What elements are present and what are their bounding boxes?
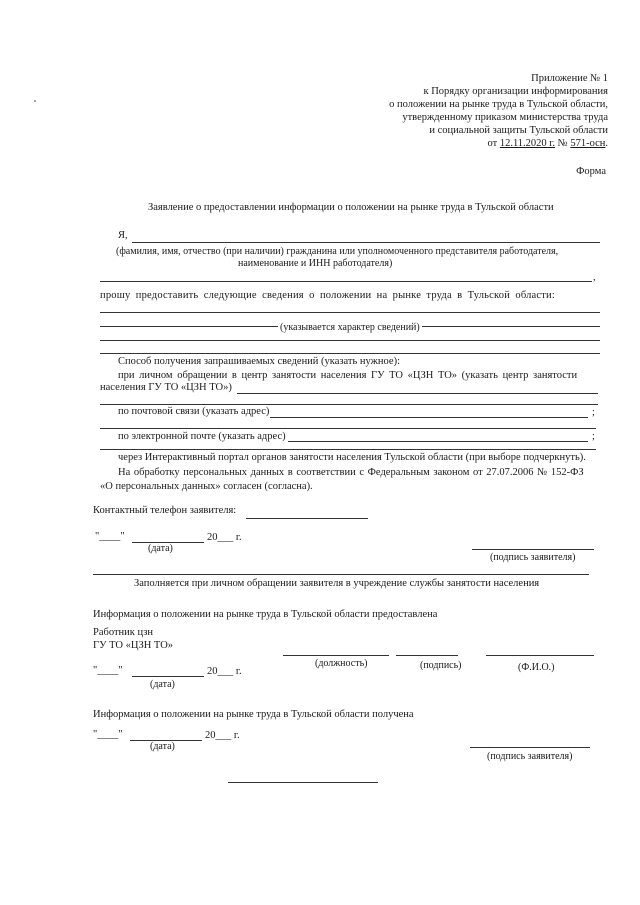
header-line-1: к Порядку организации информирования	[423, 86, 608, 97]
request-hint: (указывается характер сведений)	[280, 322, 420, 333]
header-line-3: утвержденному приказом министерства труда	[402, 112, 608, 123]
method-heading: Способ получения запрашиваемых сведений (указать нужное):	[118, 356, 400, 367]
worker-label-2: ГУ ТО «ЦЗН ТО»	[93, 640, 174, 651]
worker-label-1: Работник цзн	[93, 627, 154, 638]
email-address-line-2[interactable]	[100, 449, 596, 450]
method-personal-2: населения ГУ ТО «ЦЗН ТО»)	[100, 382, 232, 393]
order-date: 12.11.2020 г.	[499, 138, 556, 149]
applicant-signature-hint: (подпись заявителя)	[490, 552, 576, 563]
applicant-hint-1: (фамилия, имя, отчество (при наличии) гражданина или уполномоченного представителя работодателя,	[116, 246, 559, 257]
service-date-year: 20___ г.	[207, 666, 242, 677]
worker-name-line[interactable]	[486, 655, 594, 656]
applicant-line-2[interactable]	[100, 281, 592, 282]
email-semicolon: ;	[592, 431, 595, 442]
document-title: Заявление о предоставлении информации о положении на рынке труда в Тульской области	[148, 202, 554, 213]
worker-signature-line[interactable]	[396, 655, 458, 656]
request-line-1[interactable]	[100, 312, 600, 313]
received-signature-line[interactable]	[470, 747, 590, 748]
service-date-hint: (дата)	[150, 679, 175, 690]
request-text: прошу предоставить следующие сведения о положении на рынке труда в Тульской области:	[100, 290, 555, 301]
received-date-year: 20___ г.	[205, 730, 240, 741]
worker-name-hint: (Ф.И.О.)	[518, 662, 555, 673]
header-line-2: о положении на рынке труда в Тульской области,	[389, 99, 608, 110]
consent-line-2: «О персональных данных» согласен (согласна).	[100, 481, 313, 492]
order-prefix: от	[487, 138, 498, 149]
personal-center-line-2[interactable]	[100, 404, 598, 405]
worker-signature-hint: (подпись)	[420, 660, 462, 671]
worker-position-line[interactable]	[283, 655, 389, 656]
applicant-hint-2: наименование и ИНН работодателя)	[238, 258, 393, 269]
applicant-name-line[interactable]	[132, 242, 600, 243]
service-date-quote: "____"	[93, 665, 123, 676]
method-post: по почтовой связи (указать адрес)	[118, 406, 270, 417]
post-address-line-2[interactable]	[100, 428, 596, 429]
consent-line-1: На обработку персональных данных в соответствии с Федеральным законом от 27.07.2006 № 152-ФЗ	[118, 467, 584, 478]
order-number: 571-осн	[570, 138, 606, 149]
header-line-4: и социальной защиты Тульской области	[429, 125, 608, 136]
position-hint: (должность)	[315, 658, 368, 669]
applicant-signature-line[interactable]	[472, 549, 594, 550]
post-address-line[interactable]	[270, 417, 588, 418]
contact-phone-label: Контактный телефон заявителя:	[93, 505, 237, 516]
request-line-4[interactable]	[100, 353, 600, 354]
bottom-line	[228, 782, 378, 783]
order-end: .	[605, 138, 608, 149]
info-provided: Информация о положении на рынке труда в Тульской области предоставлена	[93, 609, 438, 620]
method-email: по электронной почте (указать адрес)	[118, 431, 286, 442]
service-date-line[interactable]	[132, 676, 204, 677]
personal-center-line[interactable]	[237, 393, 598, 394]
info-received: Информация о положении на рынке труда в Тульской области получена	[93, 709, 414, 720]
service-note: Заполняется при личном обращении заявителя в учреждение службы занятости населения	[134, 578, 540, 589]
date-quote: "____"	[95, 531, 125, 542]
applicant-ya: Я,	[118, 230, 128, 241]
received-date-quote: "____"	[93, 729, 123, 740]
received-signature-hint: (подпись заявителя)	[487, 751, 573, 762]
received-date-hint: (дата)	[150, 741, 175, 752]
request-line-3[interactable]	[100, 340, 600, 341]
form-label: Форма	[576, 166, 606, 177]
date-year: 20___ г.	[207, 532, 242, 543]
contact-phone-field[interactable]	[246, 518, 368, 519]
order-reference	[487, 138, 608, 150]
method-portal[interactable]: через Интерактивный портал органов занятости населения Тульской области (при выборе подчеркнуть).	[118, 452, 586, 463]
appendix-label: Приложение № 1	[531, 73, 608, 84]
method-personal-1: при личном обращении в центр занятости населения ГУ ТО «ЦЗН ТО» (указать центр занятости	[118, 370, 578, 381]
date-hint: (дата)	[148, 543, 173, 554]
order-no-prefix: №	[557, 138, 568, 149]
email-address-line[interactable]	[288, 441, 588, 442]
scan-dot	[34, 100, 36, 102]
post-semicolon: ;	[592, 407, 595, 418]
section-divider	[93, 574, 589, 575]
applicant-comma: ,	[593, 272, 596, 283]
